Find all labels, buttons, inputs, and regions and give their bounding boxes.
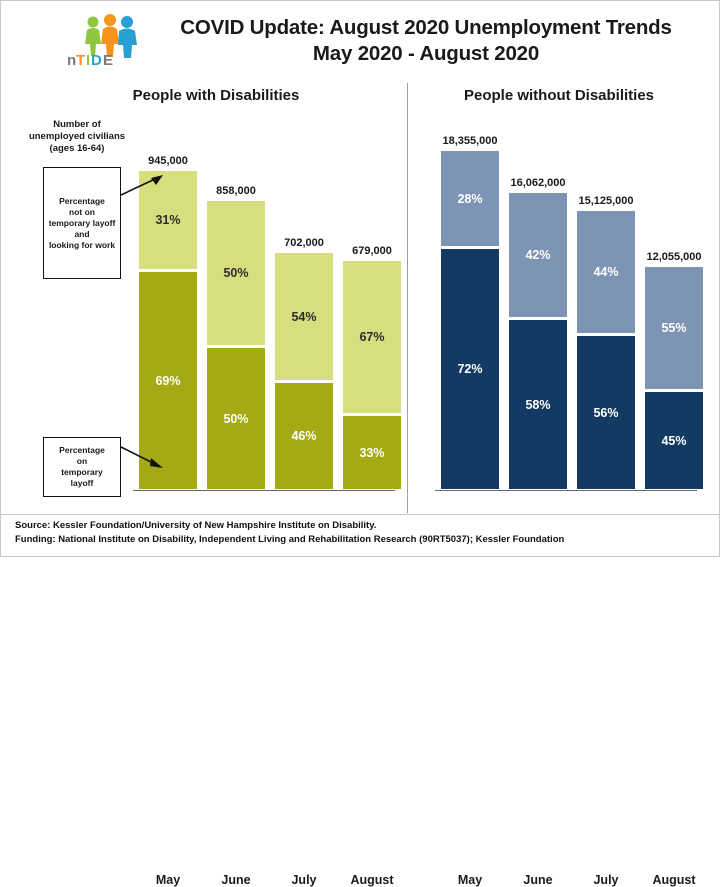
segment-not-on-layoff: 31% [139,171,197,269]
chart-header [1,1,720,77]
segment-not-on-layoff: 67% [343,261,401,413]
page-title [161,15,691,67]
segment-on-layoff: 69% [139,272,197,489]
bar-total-label: 16,062,000 [510,177,566,189]
chart-panel-no-disabilities [433,109,702,887]
x-tick-label: August [350,873,394,887]
segment-not-on-layoff: 50% [207,201,265,345]
bar-total-label: 15,125,000 [578,195,634,207]
x-tick-label: July [593,873,619,887]
segment-on-layoff: 45% [645,392,703,489]
footer-divider [1,514,720,515]
table-row[interactable] [441,151,499,489]
panel-divider [407,83,408,513]
annotation-box-not-on-layoff [43,167,121,279]
arrow-to-top-segment-icon [119,173,165,199]
annotation-line-4: looking for work [48,239,116,250]
bar-total-label: 858,000 [216,185,256,197]
annotation-line-3: temporary [61,467,103,477]
bar-total-label: 18,355,000 [442,135,498,147]
bar-total-label: 702,000 [284,237,324,249]
table-row[interactable] [343,261,401,489]
footer [15,519,705,547]
segment-not-on-layoff: 55% [645,267,703,389]
segment-on-layoff: 56% [577,336,635,489]
annotation-line-1: Percentage [59,195,105,206]
table-row[interactable] [509,193,567,489]
axis-note-line-3: (ages 16-64) [49,143,105,154]
x-tick-label: May [155,873,181,887]
table-row[interactable] [645,267,703,489]
svg-text:E: E [103,52,114,69]
x-tick-label: July [291,873,317,887]
svg-text:I: I [86,52,91,69]
segment-on-layoff: 33% [343,416,401,489]
annotation-line-2: on [76,456,88,466]
segment-not-on-layoff: 28% [441,151,499,246]
footer-funding: Funding: National Institute on Disability, Independent Living and Rehabilitation Research (90RT5037); Kessler Foundation [15,534,565,545]
annotation-line-1: Percentage [59,445,105,455]
footer-source: Source: Kessler Foundation/University of New Hampshire Institute on Disability. [15,520,377,531]
bar-total-label: 945,000 [148,155,188,167]
x-tick-label: June [523,873,553,887]
title-line-2: May 2020 - August 2020 [312,42,540,65]
segment-on-layoff: 46% [275,383,333,489]
axis-note [19,119,135,155]
segment-not-on-layoff: 42% [509,193,567,317]
x-tick-label: May [457,873,483,887]
arrow-to-bottom-segment-icon [119,441,165,471]
axis-baseline-left [133,490,395,491]
svg-text:n: n [67,52,77,69]
annotation-line-4: layoff [70,478,94,488]
axis-note-line-2: unemployed civilians [28,131,126,142]
panel-title-no-disabilities: People without Disabilities [463,87,655,104]
bar-total-label: 12,055,000 [646,251,702,263]
panel-title-disabilities: People with Disabilities [132,87,300,104]
x-tick-label: June [221,873,251,887]
svg-text:D: D [91,52,102,69]
annotation-line-3: temporary layoff and [48,217,116,239]
table-row[interactable] [275,253,333,489]
axis-baseline-right [435,490,697,491]
segment-not-on-layoff: 54% [275,253,333,380]
ntide-logo [63,13,155,69]
segment-on-layoff: 72% [441,249,499,489]
annotation-line-2: not on [69,206,95,217]
svg-text:T: T [76,52,86,69]
segment-on-layoff: 50% [207,348,265,489]
bar-total-label: 679,000 [352,245,392,257]
annotation-box-on-layoff [43,437,121,497]
axis-note-line-1: Number of [53,119,101,130]
title-line-1: COVID Update: August 2020 Unemployment Trends [180,16,672,39]
segment-not-on-layoff: 44% [577,211,635,333]
segment-on-layoff: 58% [509,320,567,489]
x-tick-label: August [652,873,696,887]
